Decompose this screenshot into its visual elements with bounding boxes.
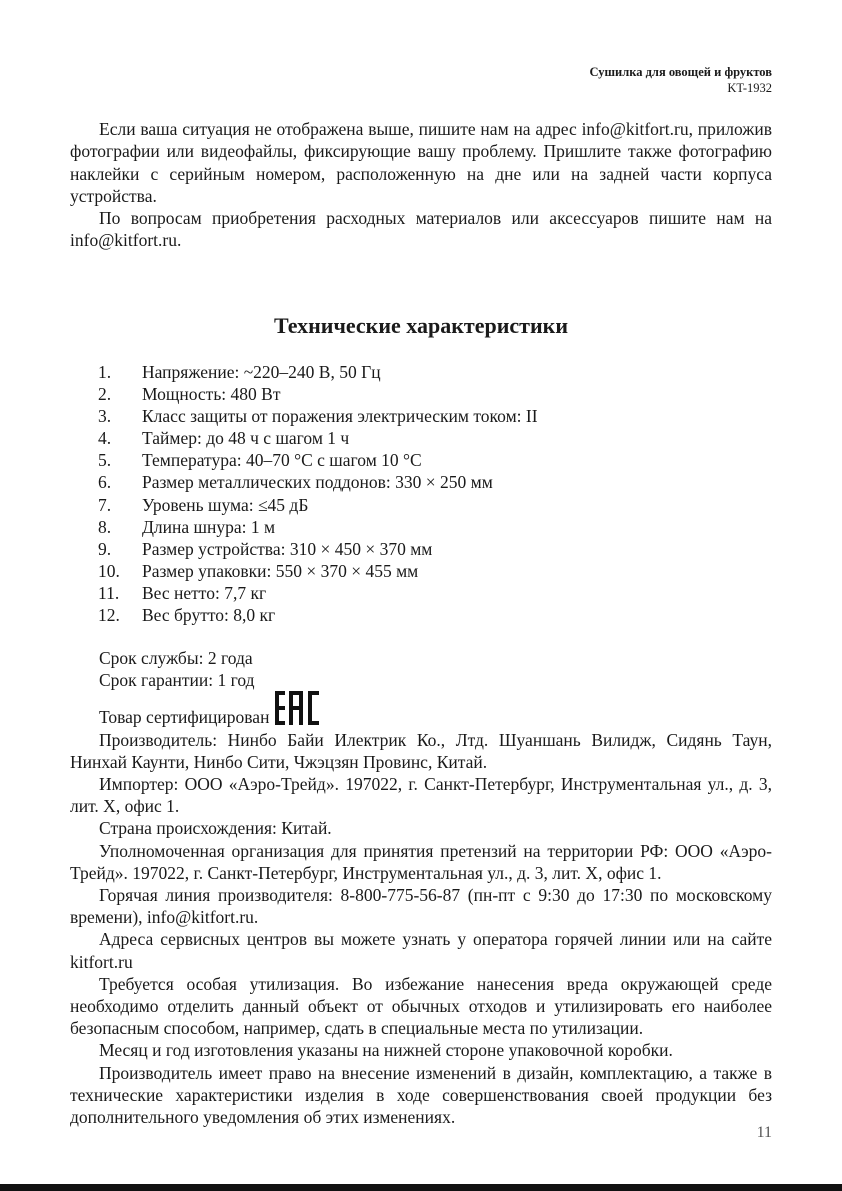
page-bottom-edge	[0, 1184, 842, 1191]
spec-number: 1.	[98, 362, 112, 382]
spec-text: Напряжение: ~220–240 В, 50 Гц	[142, 362, 381, 382]
spec-item	[98, 538, 538, 560]
spec-number: 4.	[98, 428, 112, 449]
spec-item	[98, 516, 538, 538]
spec-text: Вес нетто: 7,7 кг	[142, 582, 267, 603]
spec-number: 9.	[98, 538, 112, 559]
warranty-period: Срок гарантии: 1 год	[99, 670, 255, 691]
spec-text: Вес брутто: 8,0 кг	[142, 605, 276, 626]
spec-text: Таймер: до 48 ч с шагом 1 ч	[142, 428, 350, 449]
spec-item	[98, 383, 538, 405]
disposal-info: Требуется особая утилизация. Во избежание нанесения вреда окружающей среде необходимо отделить данный объект от обычных отходов и утилизировать его наиболее безопасным способом, например, сдать в специальные места по утилизации.	[70, 973, 772, 1039]
country-of-origin: Страна происхождения: Китай.	[99, 818, 332, 839]
spec-number: 7.	[98, 494, 112, 515]
spec-item	[98, 361, 538, 383]
page-number: 11	[756, 1124, 772, 1141]
service-life: Срок службы: 2 года	[99, 648, 253, 668]
spec-number: 3.	[98, 406, 112, 427]
eac-logo-icon	[275, 691, 319, 725]
spec-text: Длина шнура: 1 м	[142, 516, 276, 537]
certified-text: Товар сертифицирован	[99, 707, 270, 728]
spec-number: 5.	[98, 450, 112, 471]
spec-text: Класс защиты от поражения электрическим током: II	[142, 406, 538, 427]
spec-item	[98, 560, 538, 582]
importer-info: Импортер: ООО «Аэро-Трейд». 197022, г. Санкт-Петербург, Инструментальная ул., д. 3, лит. Х, офис 1.	[70, 774, 772, 817]
spec-number: 12.	[98, 605, 120, 626]
model-number: KT-1932	[727, 81, 772, 95]
intro-paragraph-contact: Если ваша ситуация не отображена выше, пишите нам на адрес info@kitfort.ru, приложив фотографии или видеофайлы, фиксирующие вашу проблему. Пришлите также фотографию наклейки с серийным номером, расположенную на дне или на задней части корпуса устройства.	[70, 119, 772, 206]
intro-paragraph-accessories: По вопросам приобретения расходных материалов или аксессуаров пишите нам на info@kitfort.ru.	[70, 208, 772, 251]
spec-text: Размер устройства: 310 × 450 × 370 мм	[142, 538, 433, 559]
spec-number: 8.	[98, 516, 112, 537]
spec-item	[98, 494, 538, 516]
spec-item	[98, 449, 538, 471]
service-centers-info: Адреса сервисных центров вы можете узнать у оператора горячей линии или на сайте kitfort.ru	[70, 929, 772, 972]
section-title-specs: Технические характеристики	[273, 313, 569, 338]
legal-info-section	[70, 647, 772, 1128]
spec-number: 10.	[98, 560, 120, 581]
spec-item	[98, 405, 538, 427]
product-title: Сушилка для овощей и фруктов	[589, 65, 772, 79]
spec-number: 6.	[98, 472, 112, 493]
spec-text: Размер упаковки: 550 × 370 × 455 мм	[142, 560, 419, 581]
spec-item	[98, 604, 538, 626]
authorized-organization: Уполномоченная организация для принятия претензий на территории РФ: ООО «Аэро-Трейд». 197022, г. Санкт-Петербург, Инструментальная ул., д. 3, лит. Х, офис 1.	[70, 840, 772, 883]
page-header	[589, 64, 772, 96]
spec-text: Размер металлических поддонов: 330 × 250 мм	[142, 472, 493, 493]
manufacture-date-info: Месяц и год изготовления указаны на нижней стороне упаковочной коробки.	[99, 1040, 673, 1061]
hotline-info: Горячая линия производителя: 8-800-775-56-87 (пн-пт с 9:30 до 17:30 по московскому времени), info@kitfort.ru.	[70, 885, 772, 928]
spec-item	[98, 582, 538, 604]
spec-number: 11.	[98, 582, 120, 603]
spec-item	[98, 427, 538, 449]
manufacturer-info: Производитель: Нинбо Байи Илектрик Ко., Лтд. Шуаншань Вилидж, Сидянь Таун, Нинхай Каунти, Нинбо Сити, Чжэцзян Провинс, Китай.	[70, 729, 772, 772]
spec-item	[98, 471, 538, 493]
specs-list	[98, 361, 538, 626]
intro-section	[70, 118, 772, 252]
spec-text: Температура: 40–70 °C с шагом 10 °C	[142, 450, 422, 471]
spec-text: Мощность: 480 Вт	[142, 384, 281, 405]
rights-notice: Производитель имеет право на внесение изменений в дизайн, комплектацию, а также в технические характеристики изделия в ходе совершенствования своей продукции без дополнительного уведомления об этих изменениях.	[70, 1062, 772, 1128]
spec-number: 2.	[98, 384, 112, 405]
certification	[70, 691, 772, 728]
spec-text: Уровень шума: ≤45 дБ	[142, 494, 309, 515]
